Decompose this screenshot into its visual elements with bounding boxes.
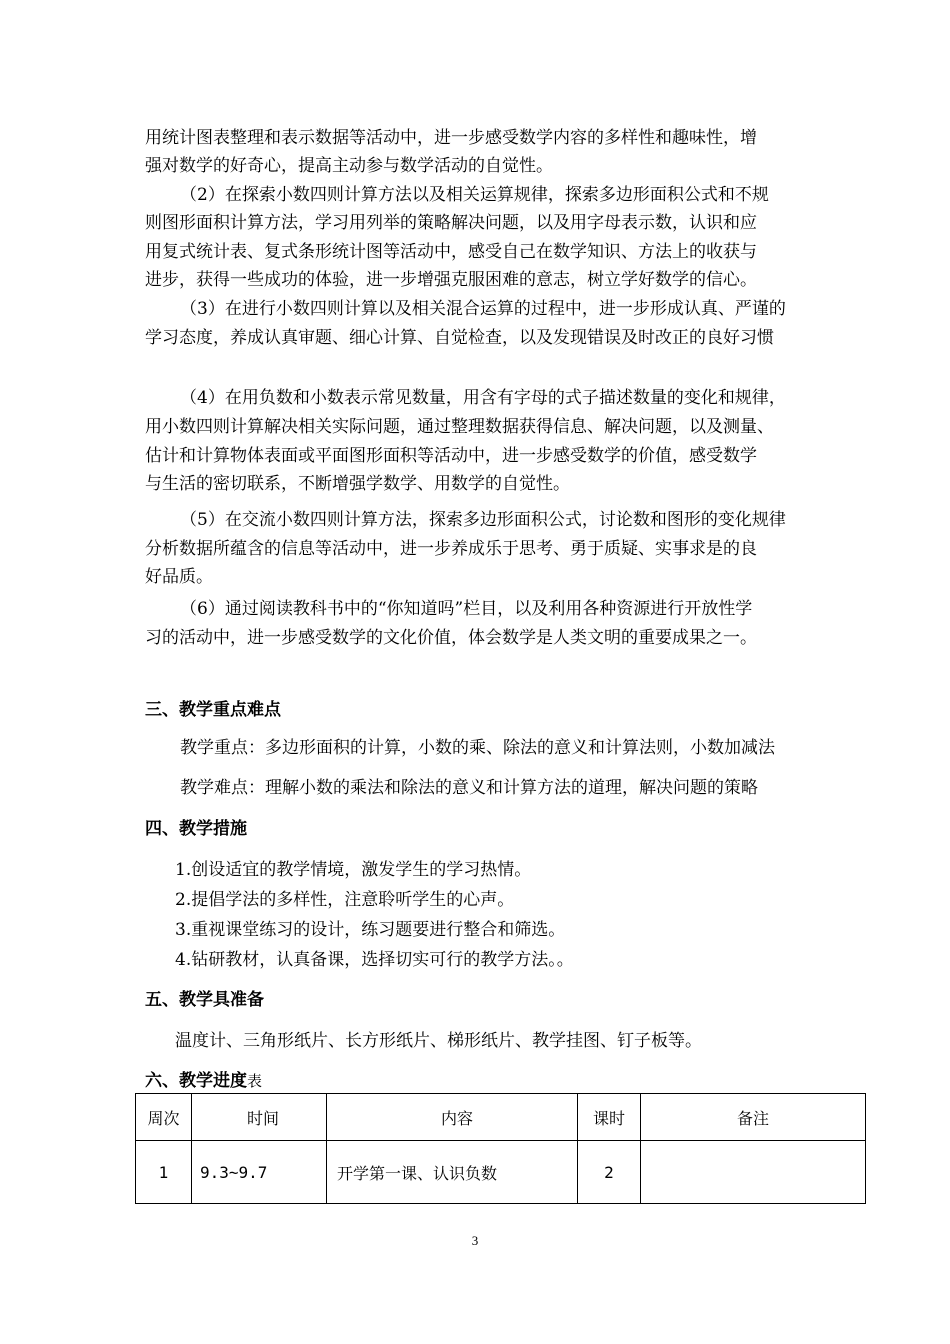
table-header-row (136, 1094, 866, 1141)
goal-line: （3）在进行小数四则计算以及相关混合运算的过程中，进一步形成认真、严谨的 (180, 299, 786, 319)
goal-line: 用小数四则计算解决相关实际问题，通过整理数据获得信息、解决问题，以及测量、 (145, 417, 774, 437)
column-header-content: 内容 (327, 1094, 578, 1141)
goal-line: （6）通过阅读教科书中的“你知道吗”栏目，以及利用各种资源进行开放性学 (180, 599, 753, 619)
cell-content: 开学第一课、认识负数 (327, 1141, 578, 1204)
schedule-table (135, 1093, 866, 1204)
goal-line: 与生活的密切联系，不断增强学数学、用数学的自觉性。 (145, 474, 570, 494)
goal-line: 用复式统计表、复式条形统计图等活动中，感受自己在数学知识、方法上的收获与 (145, 242, 757, 262)
cell-notes (641, 1141, 866, 1204)
goal-line: 进步，获得一些成功的体验，进一步增强克服困难的意志，树立学好数学的信心。 (145, 270, 757, 290)
goal-line: （4）在用负数和小数表示常见数量，用含有字母的式子描述数量的变化和规律， (180, 388, 786, 408)
measure-item: 2.提倡学法的多样性，注意聆听学生的心声。 (175, 890, 515, 910)
schedule-heading-text: 六、教学进度 (145, 1071, 247, 1091)
measure-item: 3.重视课堂练习的设计，练习题要进行整合和筛选。 (175, 920, 566, 940)
cell-time: 9.3~9.7 (192, 1141, 327, 1204)
section-heading-schedule (145, 1069, 262, 1093)
section-heading-materials: 五、教学具准备 (145, 990, 264, 1010)
column-header-notes: 备注 (641, 1094, 866, 1141)
goal-line: （5）在交流小数四则计算方法，探索多边形面积公式，讨论数和图形的变化规律 (180, 510, 786, 530)
section-heading-measures: 四、教学措施 (145, 819, 247, 839)
section-heading-key-points: 三、教学重点难点 (145, 700, 281, 720)
column-header-time: 时间 (192, 1094, 327, 1141)
goal-line: 则图形面积计算方法，学习用列举的策略解决问题，以及用字母表示数，认识和应 (145, 213, 757, 233)
cell-lessons: 2 (578, 1141, 641, 1204)
materials-list: 温度计、三角形纸片、长方形纸片、梯形纸片、教学挂图、钉子板等。 (175, 1031, 702, 1051)
goal-line: （2）在探索小数四则计算方法以及相关运算规律，探索多边形面积公式和不规 (180, 185, 769, 205)
goal-line: 用统计图表整理和表示数据等活动中，进一步感受数学内容的多样性和趣味性，增 (145, 128, 757, 148)
goal-line: 好品质。 (145, 567, 213, 587)
table-row (136, 1141, 866, 1204)
page-number: 3 (471, 1233, 479, 1248)
schedule-heading-suffix: 表 (247, 1072, 263, 1090)
cell-week: 1 (136, 1141, 192, 1204)
goal-line: 学习态度，养成认真审题、细心计算、自觉检查，以及发现错误及时改正的良好习惯 (145, 328, 774, 348)
measure-item: 4.钻研教材，认真备课，选择切实可行的教学方法。。 (175, 950, 574, 970)
teaching-key-point: 教学重点：多边形面积的计算，小数的乘、除法的意义和计算法则，小数加减法 (180, 738, 775, 758)
measure-item: 1.创设适宜的教学情境，激发学生的学习热情。 (175, 860, 532, 880)
goal-line: 强对数学的好奇心，提高主动参与数学活动的自觉性。 (145, 156, 553, 176)
teaching-difficulty: 教学难点：理解小数的乘法和除法的意义和计算方法的道理，解决问题的策略 (180, 778, 758, 798)
goal-line: 分析数据所蕴含的信息等活动中，进一步养成乐于思考、勇于质疑、实事求是的良 (145, 539, 757, 559)
goal-line: 习的活动中，进一步感受数学的文化价值，体会数学是人类文明的重要成果之一。 (145, 628, 757, 648)
column-header-lessons: 课时 (578, 1094, 641, 1141)
column-header-week: 周次 (136, 1094, 192, 1141)
goal-line: 估计和计算物体表面或平面图形面积等活动中，进一步感受数学的价值，感受数学 (145, 446, 757, 466)
